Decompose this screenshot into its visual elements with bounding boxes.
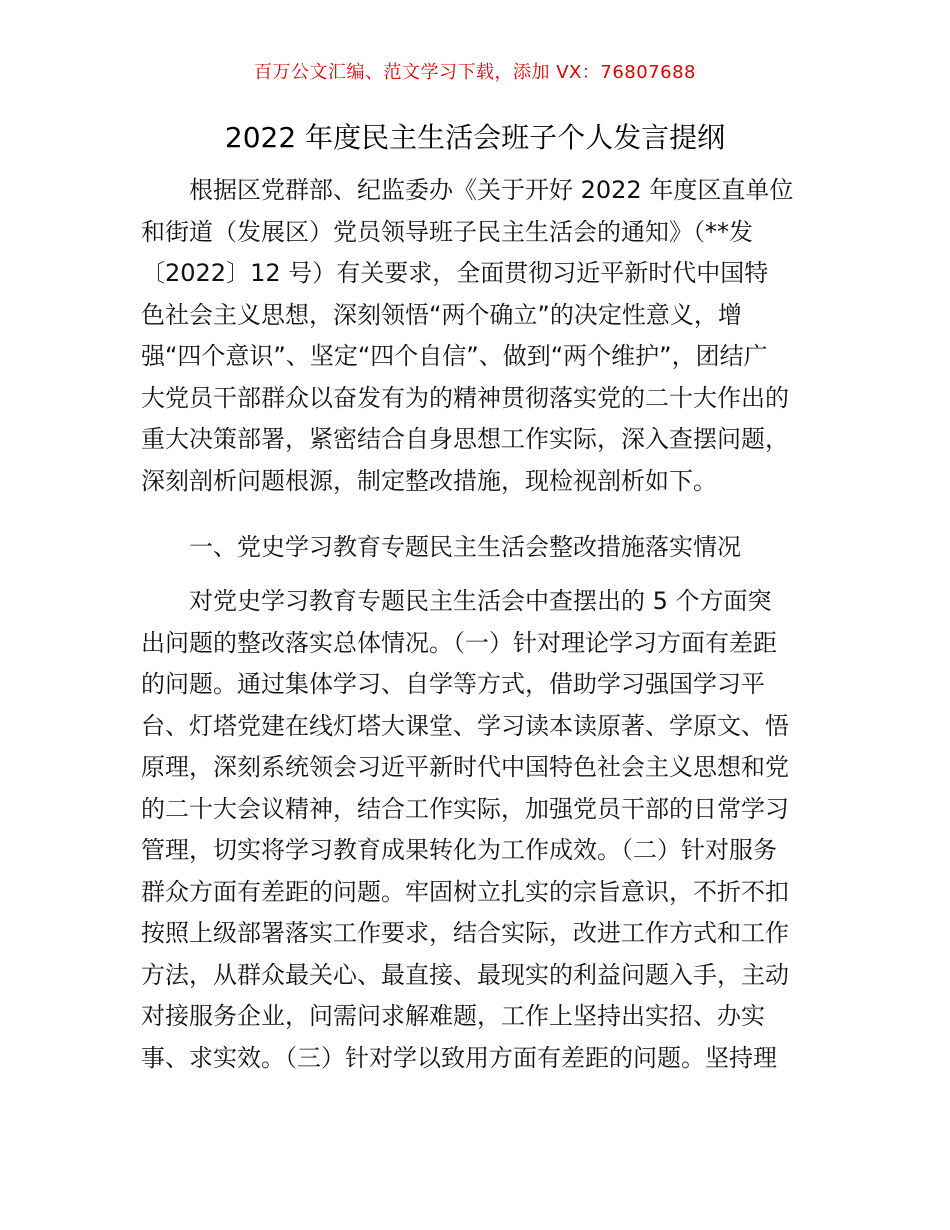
section-paragraph [141, 581, 811, 1079]
paragraph-line: 根据区党群部、纪监委办《关于开好 2022 年度区直单位 [141, 176, 794, 204]
paragraph-line: 和街道（发展区）党员领导班子民主生活会的通知》（**发 [141, 217, 753, 246]
paragraph-line: 台、灯塔党建在线灯塔大课堂、学习读本读原著、学原文、悟 [141, 711, 789, 740]
paragraph-line: 群众方面有差距的问题。牢固树立扎实的宗旨意识，不折不扣 [141, 877, 789, 906]
paragraph-line: 原理，深刻系统领会习近平新时代中国特色社会主义思想和党 [141, 753, 789, 781]
paragraph-line: 的二十大会议精神，结合工作实际，加强党员干部的日常学习 [141, 794, 789, 823]
paragraph-line: 色社会主义思想，深刻领悟“两个确立”的决定性意义，增 [141, 300, 742, 329]
section-heading [141, 527, 811, 569]
paragraph-line: 深刻剖析问题根源，制定整改措施，现检视剖析如下。 [141, 466, 717, 495]
paragraph-line: 大党员干部群众以奋发有为的精神贯彻落实党的二十大作出的 [141, 383, 789, 412]
section-heading-text: 一、党史学习教育专题民主生活会整改措施落实情况 [141, 533, 741, 561]
paragraph-line: 出问题的整改落实总体情况。（一）针对理论学习方面有差距 [141, 628, 777, 657]
paragraph-line: 重大决策部署，紧密结合自身思想工作实际，深入查摆问题， [141, 425, 789, 453]
paragraph-line: 管理，切实将学习教育成果转化为工作成效。（二）针对服务 [141, 836, 777, 864]
paragraph-line: 的问题。通过集体学习、自学等方式，借助学习强国学习平 [141, 670, 765, 698]
paragraph-line: 事、求实效。（三）针对学以致用方面有差距的问题。坚持理 [141, 1043, 777, 1072]
paragraph-line: 强“四个意识”、坚定“四个自信”、做到“两个维护”，团结广 [141, 342, 768, 370]
intro-paragraph [141, 170, 811, 502]
watermark-header: 百万公文汇编、范文学习下载，添加 VX：76807688 [254, 62, 696, 83]
paragraph-line: 〔2022〕12 号）有关要求，全面贯彻习近平新时代中国特 [141, 259, 769, 287]
paragraph-line: 对接服务企业，问需问求解难题，工作上坚持出实招、办实 [141, 1002, 765, 1030]
paragraph-line: 方法，从群众最关心、最直接、最现实的利益问题入手，主动 [141, 960, 789, 989]
paragraph-line: 对党史学习教育专题民主生活会中查摆出的 5 个方面突 [141, 587, 772, 615]
paragraph-line: 按照上级部署落实工作要求，结合实际，改进工作方式和工作 [141, 919, 789, 947]
document-title: 2022 年度民主生活会班子个人发言提纲 [224, 121, 726, 154]
